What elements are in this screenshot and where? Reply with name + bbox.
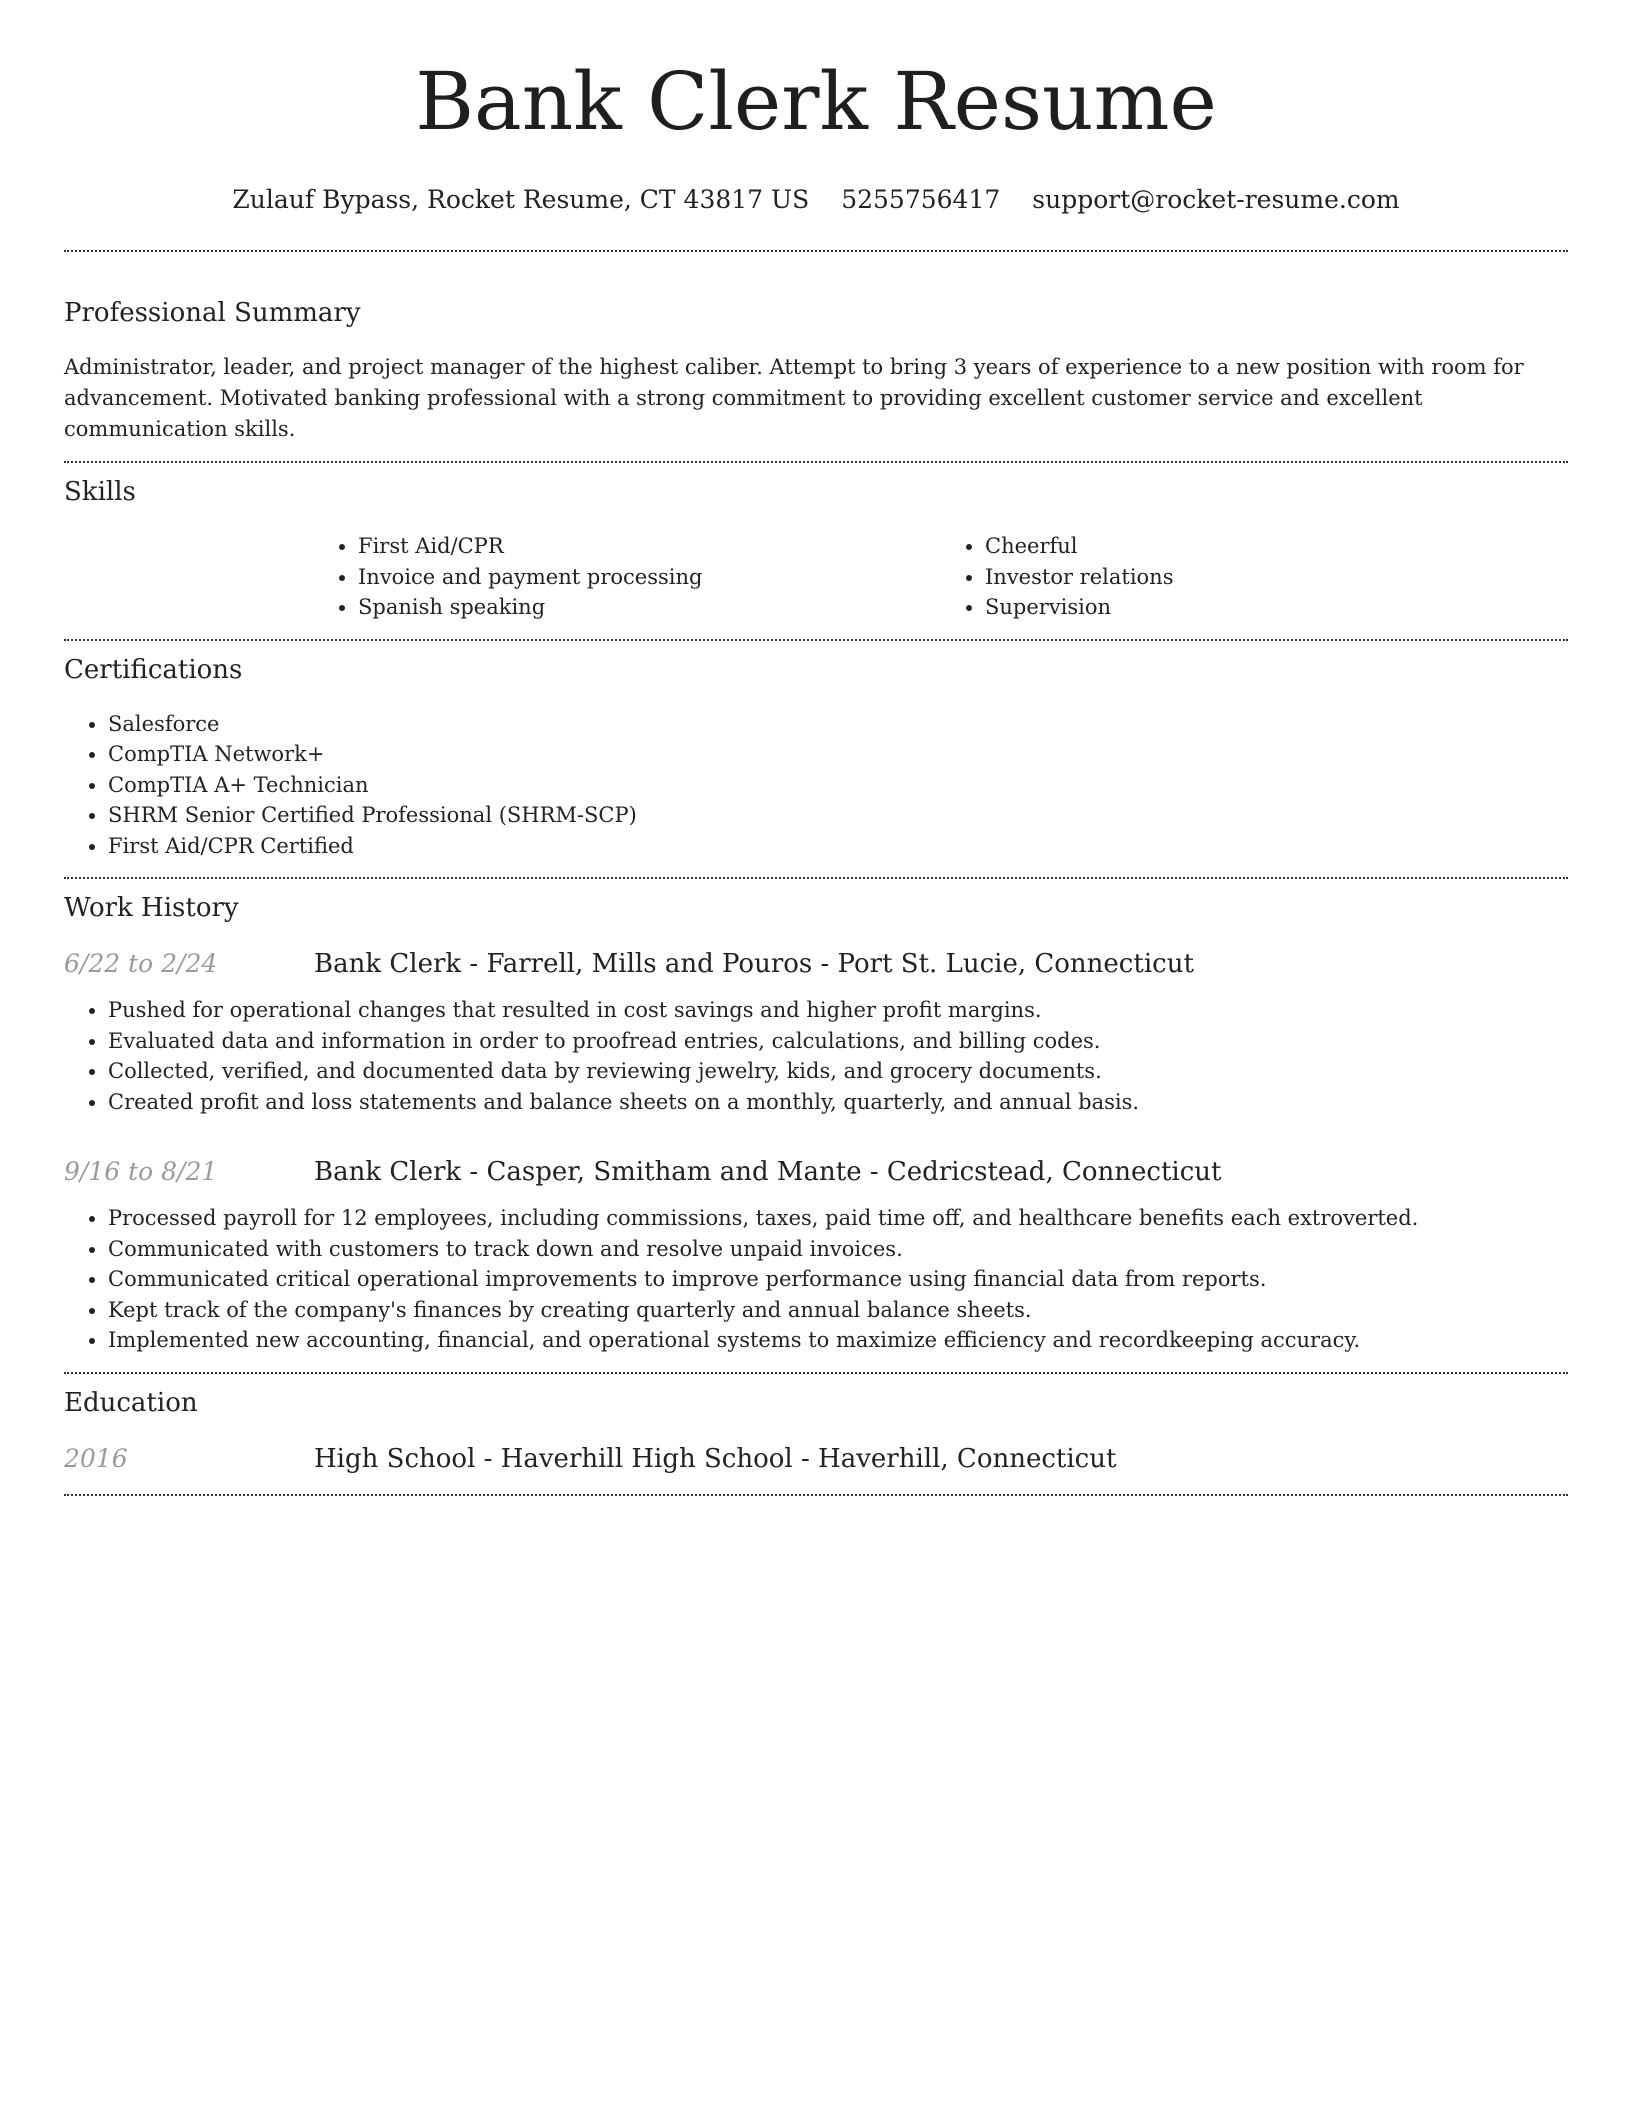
divider <box>64 877 1568 879</box>
skill-item: • First Aid/CPR <box>358 531 941 562</box>
job-dates: 6/22 to 2/24 <box>64 949 218 978</box>
skills-section <box>64 475 1568 623</box>
skill-item: • Invoice and payment processing <box>358 562 941 593</box>
job-bullet: • Implemented new accounting, financial, and operational systems to maximize efficiency and recordkeeping accuracy. <box>108 1325 1568 1356</box>
certifications-list <box>64 709 1568 862</box>
work-history-section <box>64 891 1568 1356</box>
job-header <box>64 1155 1568 1189</box>
job-bullet: • Kept track of the company's finances by creating quarterly and annual balance sheets. <box>108 1295 1568 1326</box>
job-bullet: • Created profit and loss statements and balance sheets on a monthly, quarterly, and annual basis. <box>108 1087 1568 1118</box>
certification-item: • Salesforce <box>108 709 1568 740</box>
job-title: Bank Clerk - Farrell, Mills and Pouros - Port St. Lucie, Connecticut <box>314 949 1194 979</box>
skills-columns <box>314 531 1568 623</box>
skill-item: • Supervision <box>985 592 1568 623</box>
job-bullet: • Processed payroll for 12 employees, including commissions, taxes, paid time off, and healthcare benefits each extroverted. <box>108 1203 1568 1234</box>
contact-phone: 5255756417 <box>841 185 1001 214</box>
divider <box>64 1372 1568 1374</box>
job-bullet: • Evaluated data and information in order to proofread entries, calculations, and billing codes. <box>108 1026 1568 1057</box>
contact-address: Zulauf Bypass, Rocket Resume, CT 43817 US <box>232 185 810 214</box>
job-bullet: • Collected, verified, and documented data by reviewing jewelry, kids, and grocery documents. <box>108 1056 1568 1087</box>
certifications-heading: Certifications <box>64 654 243 685</box>
certification-item: • SHRM Senior Certified Professional (SHRM-SCP) <box>108 800 1568 831</box>
job-entry <box>64 1155 1568 1356</box>
job-bullets <box>64 1203 1568 1356</box>
certifications-section <box>64 653 1568 862</box>
certification-item: • CompTIA Network+ <box>108 739 1568 770</box>
contact-info <box>64 184 1568 216</box>
education-dates: 2016 <box>64 1443 128 1473</box>
divider <box>64 250 1568 252</box>
job-dates: 9/16 to 8/21 <box>64 1157 218 1186</box>
skills-heading: Skills <box>64 477 136 507</box>
education-section <box>64 1386 1568 1476</box>
job-bullet: • Communicated with customers to track down and resolve unpaid invoices. <box>108 1234 1568 1265</box>
divider <box>64 461 1568 463</box>
summary-heading: Professional Summary <box>64 298 361 328</box>
job-header <box>64 947 1568 981</box>
divider <box>64 1494 1568 1496</box>
job-bullet: • Pushed for operational changes that resulted in cost savings and higher profit margins. <box>108 995 1568 1026</box>
certification-item: • CompTIA A+ Technician <box>108 770 1568 801</box>
summary-text: Administrator, leader, and project manager of the highest caliber. Attempt to bring 3 years of experience to a new position with room for advancement. Motivated banking professional with a strong commitment to providing excellent customer service and excellent communication skills. <box>64 355 1524 441</box>
certification-item: • First Aid/CPR Certified <box>108 831 1568 862</box>
divider <box>64 639 1568 641</box>
job-bullets <box>64 995 1568 1117</box>
job-title: Bank Clerk - Casper, Smitham and Mante - Cedricstead, Connecticut <box>314 1157 1222 1187</box>
education-entry <box>64 1442 1568 1476</box>
skill-item: • Investor relations <box>985 562 1568 593</box>
summary-section <box>64 296 1568 445</box>
resume-page <box>64 0 1568 1496</box>
job-bullet: • Communicated critical operational improvements to improve performance using financial data from reports. <box>108 1264 1568 1295</box>
page-title: Bank Clerk Resume <box>415 55 1217 148</box>
skills-list-right <box>941 531 1568 623</box>
education-title: High School - Haverhill High School - Haverhill, Connecticut <box>314 1443 1117 1474</box>
skills-list-left <box>314 531 941 623</box>
skill-item: • Spanish speaking <box>358 592 941 623</box>
skill-item: • Cheerful <box>985 531 1568 562</box>
education-heading: Education <box>64 1387 198 1418</box>
contact-email[interactable]: support@rocket-resume.com <box>1032 185 1400 214</box>
work-history-heading: Work History <box>64 893 239 923</box>
job-entry <box>64 947 1568 1117</box>
